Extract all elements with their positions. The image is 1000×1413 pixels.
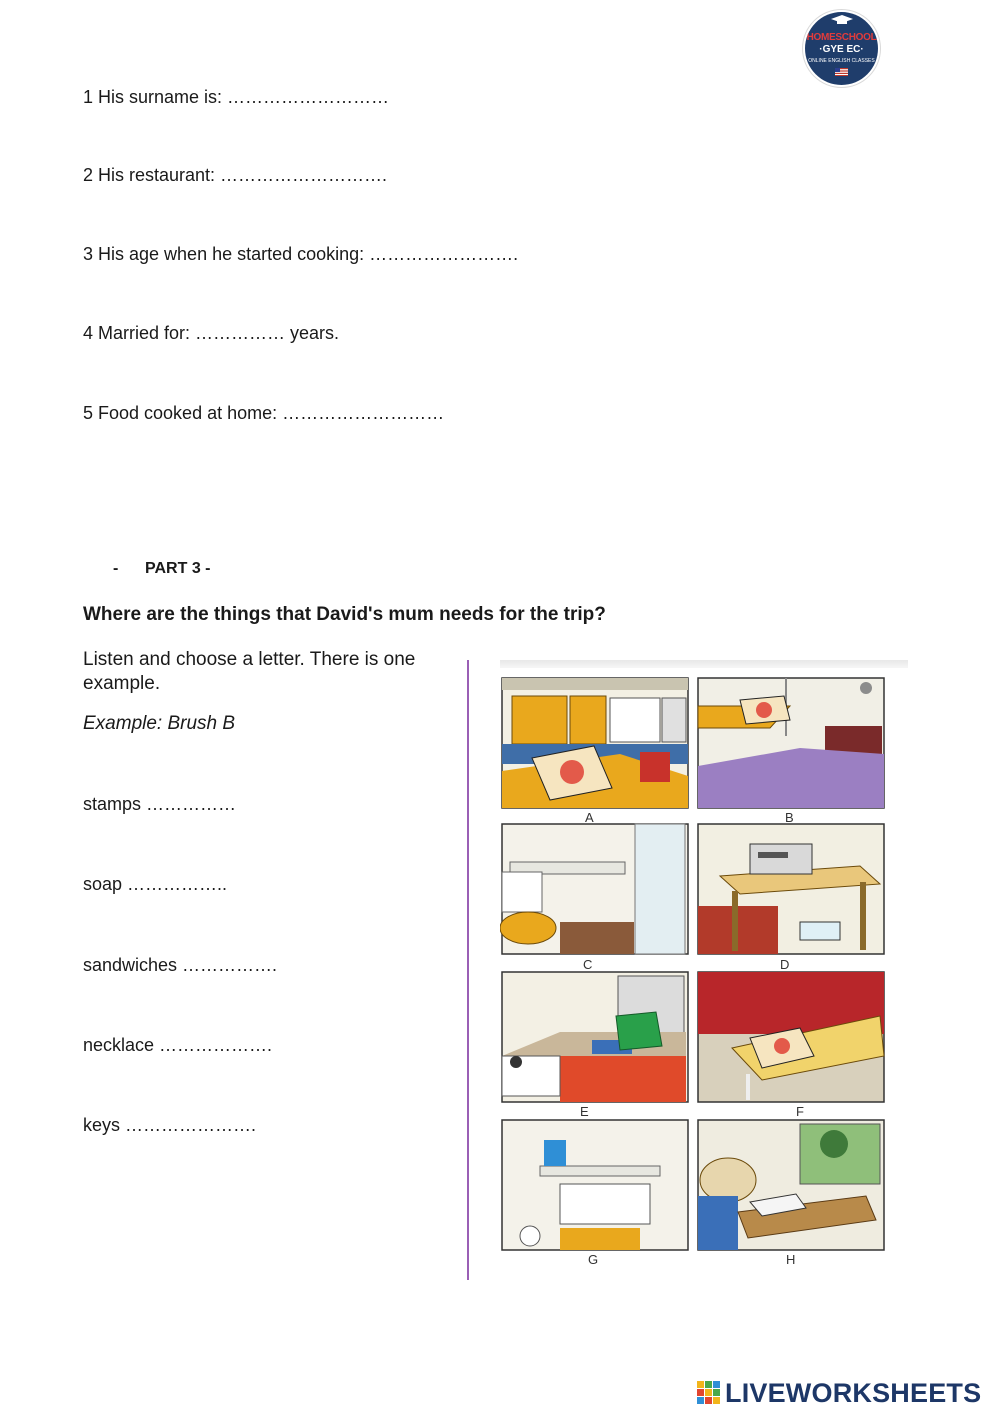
room-pictures-grid [500, 676, 890, 1270]
question-5: 5 Food cooked at home: ……………………… [83, 403, 445, 423]
us-flag-icon [835, 68, 848, 76]
picture-f-living-room [698, 972, 884, 1102]
question-1: 1 His surname is: ……………………… [83, 87, 390, 107]
logo-line-1: HOMESCHOOL [806, 32, 877, 43]
part-3-label: - PART 3 - [113, 560, 211, 577]
liveworksheets-logo-icon [697, 1381, 721, 1405]
question-3: 3 His age when he started cooking: ……………………. [83, 244, 519, 264]
answer-item-soap: soap …………….. [83, 874, 228, 894]
answer-item-necklace: necklace ………………. [83, 1035, 273, 1055]
picture-c-bathroom [500, 824, 688, 954]
liveworksheets-wordmark: LIVEWORKSHEETS [725, 1378, 982, 1408]
part-3-example: Example: Brush B [83, 713, 236, 734]
picture-letter-d: D [780, 957, 790, 972]
picture-letter-c: C [583, 957, 593, 972]
part-3-instruction: Listen and choose a letter. There is one example. [83, 649, 416, 694]
picture-letter-a: A [585, 810, 594, 825]
picture-letter-h: H [786, 1252, 796, 1267]
picture-top-band [500, 660, 908, 668]
picture-a-kitchen [502, 678, 688, 808]
column-divider [467, 660, 469, 1280]
picture-e-kitchen-counter [502, 972, 688, 1102]
picture-b-bedroom [698, 678, 884, 808]
logo-line-2: ·GYE EC· [819, 44, 864, 55]
answer-item-sandwiches: sandwiches ……………. [83, 955, 278, 975]
picture-d-hall [698, 824, 884, 954]
logo-line-3: ONLINE ENGLISH CLASSES [808, 58, 875, 64]
picture-g-bathroom-shelf [502, 1120, 688, 1250]
answer-item-stamps: stamps …………… [83, 794, 237, 814]
part-3-heading: Where are the things that David's mum needs for the trip? [83, 604, 606, 625]
picture-letter-e: E [580, 1104, 589, 1119]
graduation-cap-icon [831, 15, 853, 25]
picture-letter-g: G [588, 1252, 599, 1267]
picture-letter-f: F [796, 1104, 804, 1119]
homeschool-logo [805, 12, 878, 85]
question-2: 2 His restaurant: ………………………. [83, 165, 388, 185]
question-4: 4 Married for: …………… years. [83, 323, 340, 343]
picture-h-bedroom-desk [698, 1120, 884, 1250]
answer-item-keys: keys …………………. [83, 1115, 257, 1135]
picture-letter-b: B [785, 810, 794, 825]
